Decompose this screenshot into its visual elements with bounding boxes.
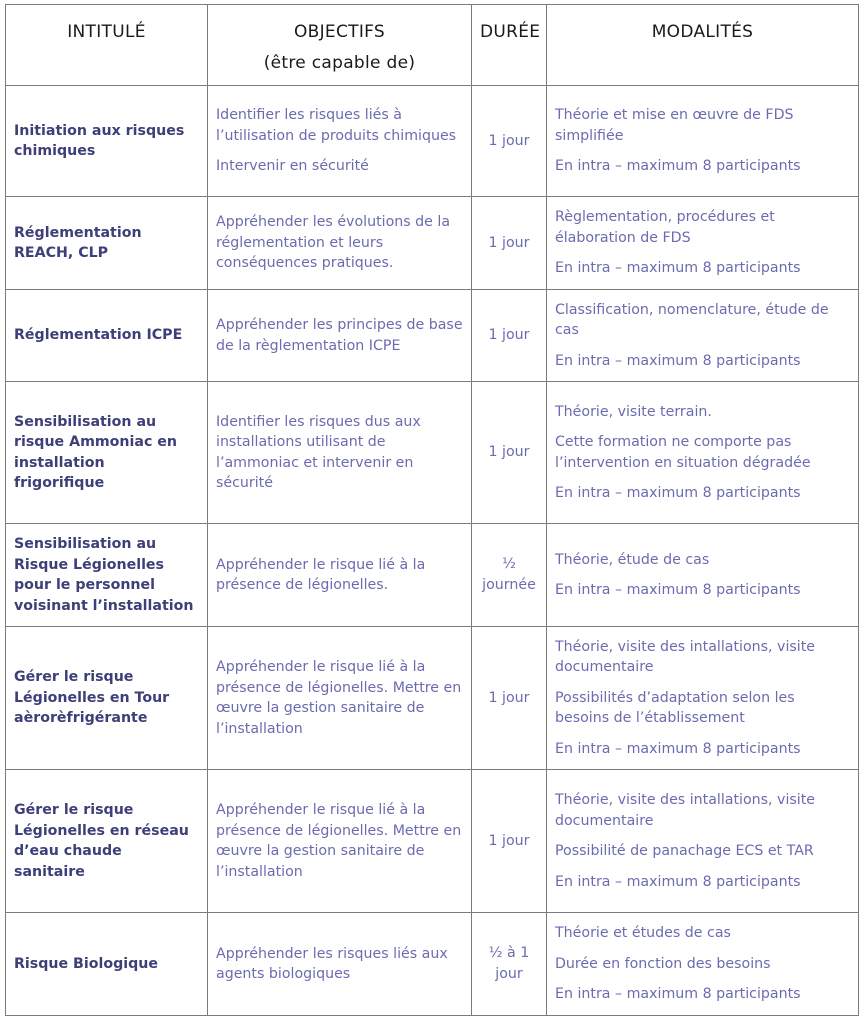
training-duration: ½ à 1 jour — [472, 913, 547, 1016]
training-duration: 1 jour — [472, 86, 547, 197]
header-intitule: INTITULÉ — [6, 5, 208, 86]
modality-text: Durée en fonction des besoins — [555, 955, 771, 972]
training-modalities — [547, 290, 859, 382]
training-modalities — [547, 197, 859, 290]
modality-text: En intra – maximum 8 participants — [555, 740, 801, 757]
training-modalities — [547, 86, 859, 197]
training-modalities — [547, 770, 859, 913]
header-objectifs-subtitle: (être capable de) — [263, 53, 416, 73]
modality-text: Théorie, visite des intallations, visite documentaire — [555, 638, 816, 676]
training-title — [6, 770, 208, 913]
modality-text: Théorie, étude de cas — [555, 551, 710, 568]
modality-text: Théorie, visite des intallations, visite documentaire — [555, 792, 816, 829]
training-title-line: Réglementation ICPE — [14, 327, 183, 344]
training-title-line: aèrorèfrigérante — [14, 710, 148, 727]
training-title — [6, 524, 208, 627]
objective-text: Intervenir en sécurité — [216, 158, 369, 175]
training-duration: 1 jour — [472, 290, 547, 382]
training-modalities — [547, 627, 859, 770]
training-title — [6, 290, 208, 382]
header-modalites: MODALITÉS — [547, 5, 859, 86]
training-objectives — [208, 913, 472, 1016]
training-title-line: Sensibilisation au — [14, 413, 157, 430]
table-row — [6, 524, 859, 627]
modality-text: Théorie et mise en œuvre de FDS simplifiée — [555, 107, 794, 144]
training-table — [5, 4, 859, 1016]
table-row — [6, 627, 859, 770]
training-title — [6, 86, 208, 197]
training-duration: 1 jour — [472, 627, 547, 770]
table-body — [6, 86, 859, 1016]
training-title — [6, 382, 208, 524]
table-row — [6, 290, 859, 382]
header-objectifs — [208, 5, 472, 86]
modality-text: Possibilités d’adaptation selon les besoins de l’établissement — [555, 689, 795, 727]
modality-text: En intra – maximum 8 participants — [555, 582, 801, 598]
modality-text: Possibilité de panachage ECS et TAR — [555, 843, 814, 859]
training-title-line: d’eau chaude — [14, 843, 122, 859]
training-objectives — [208, 627, 472, 770]
training-title-line: voisinant l’installation — [14, 597, 194, 614]
training-duration: 1 jour — [472, 382, 547, 524]
modality-text: En intra – maximum 8 participants — [555, 873, 801, 890]
training-title-line: risque Ammoniac en — [14, 434, 178, 450]
training-title-line: Légionelles en réseau — [14, 822, 189, 839]
training-title — [6, 197, 208, 290]
training-objectives — [208, 290, 472, 382]
training-title-line: Réglementation — [14, 224, 142, 241]
training-objectives — [208, 86, 472, 197]
training-title-line: Initiation aux risques — [14, 122, 185, 139]
training-title-line: installation frigorifique — [14, 454, 105, 491]
training-modalities — [547, 913, 859, 1016]
training-modalities — [547, 524, 859, 627]
modality-text: En intra – maximum 8 participants — [555, 352, 801, 369]
training-objectives — [208, 524, 472, 627]
modality-text: Règlementation, procédures et élaboration de FDS — [555, 209, 775, 246]
objective-text: Appréhender le risque lié à la présence de légionelles. Mettre en œuvre la gestion sanitaire de l’installation — [216, 802, 462, 880]
training-objectives — [208, 382, 472, 524]
modality-text: En intra – maximum 8 participants — [555, 158, 801, 175]
table-row — [6, 770, 859, 913]
table-row — [6, 913, 859, 1016]
objective-text: Appréhender les risques liés aux agents biologiques — [216, 945, 448, 982]
modality-text: En intra – maximum 8 participants — [555, 986, 801, 1003]
modality-text: Cette formation ne comporte pas l’intervention en situation dégradée — [555, 434, 811, 471]
objective-text: Appréhender le risque lié à la présence de légionelles. — [216, 556, 426, 593]
table-row — [6, 86, 859, 197]
objective-text: Appréhender le risque lié à la présence de légionelles. Mettre en œuvre la gestion sanitaire de l’installation — [216, 659, 462, 737]
objective-text: Appréhender les principes de base de la règlementation ICPE — [216, 317, 463, 354]
objective-text: Identifier les risques dus aux installations utilisant de l’ammoniac et intervenir en sécurité — [216, 413, 421, 491]
training-duration: 1 jour — [472, 197, 547, 290]
training-title-line: sanitaire — [14, 863, 85, 880]
training-title-line: Risque Légionelles — [14, 556, 164, 573]
modality-text: En intra – maximum 8 participants — [555, 485, 801, 501]
modality-text: Théorie et études de cas — [555, 925, 731, 942]
modality-text: En intra – maximum 8 participants — [555, 260, 801, 277]
training-title-line: Gérer le risque — [14, 802, 134, 818]
training-title-line: pour le personnel — [14, 577, 156, 593]
training-title-line: REACH, CLP — [14, 245, 109, 261]
training-objectives — [208, 770, 472, 913]
training-title — [6, 913, 208, 1016]
training-title-line: Gérer le risque — [14, 669, 134, 686]
table-row — [6, 197, 859, 290]
training-title — [6, 627, 208, 770]
header-objectifs-label: OBJECTIFS — [293, 22, 386, 42]
modality-text: Théorie, visite terrain. — [555, 403, 712, 420]
table-header-row — [6, 5, 859, 86]
table-row — [6, 382, 859, 524]
training-title-line: Sensibilisation au — [14, 536, 157, 552]
training-duration: ½ journée — [472, 524, 547, 627]
training-title-line: chimiques — [14, 143, 96, 159]
training-objectives — [208, 197, 472, 290]
objective-text: Identifier les risques liés à l’utilisation de produits chimiques — [216, 107, 457, 144]
training-modalities — [547, 382, 859, 524]
training-duration: 1 jour — [472, 770, 547, 913]
header-duree: DURÉE — [472, 5, 547, 86]
objective-text: Appréhender les évolutions de la réglementation et leurs conséquences pratiques. — [216, 214, 451, 272]
modality-text: Classification, nomenclature, étude de cas — [555, 301, 829, 339]
training-title-line: Légionelles en Tour — [14, 689, 170, 706]
training-title-line: Risque Biologique — [14, 955, 158, 972]
